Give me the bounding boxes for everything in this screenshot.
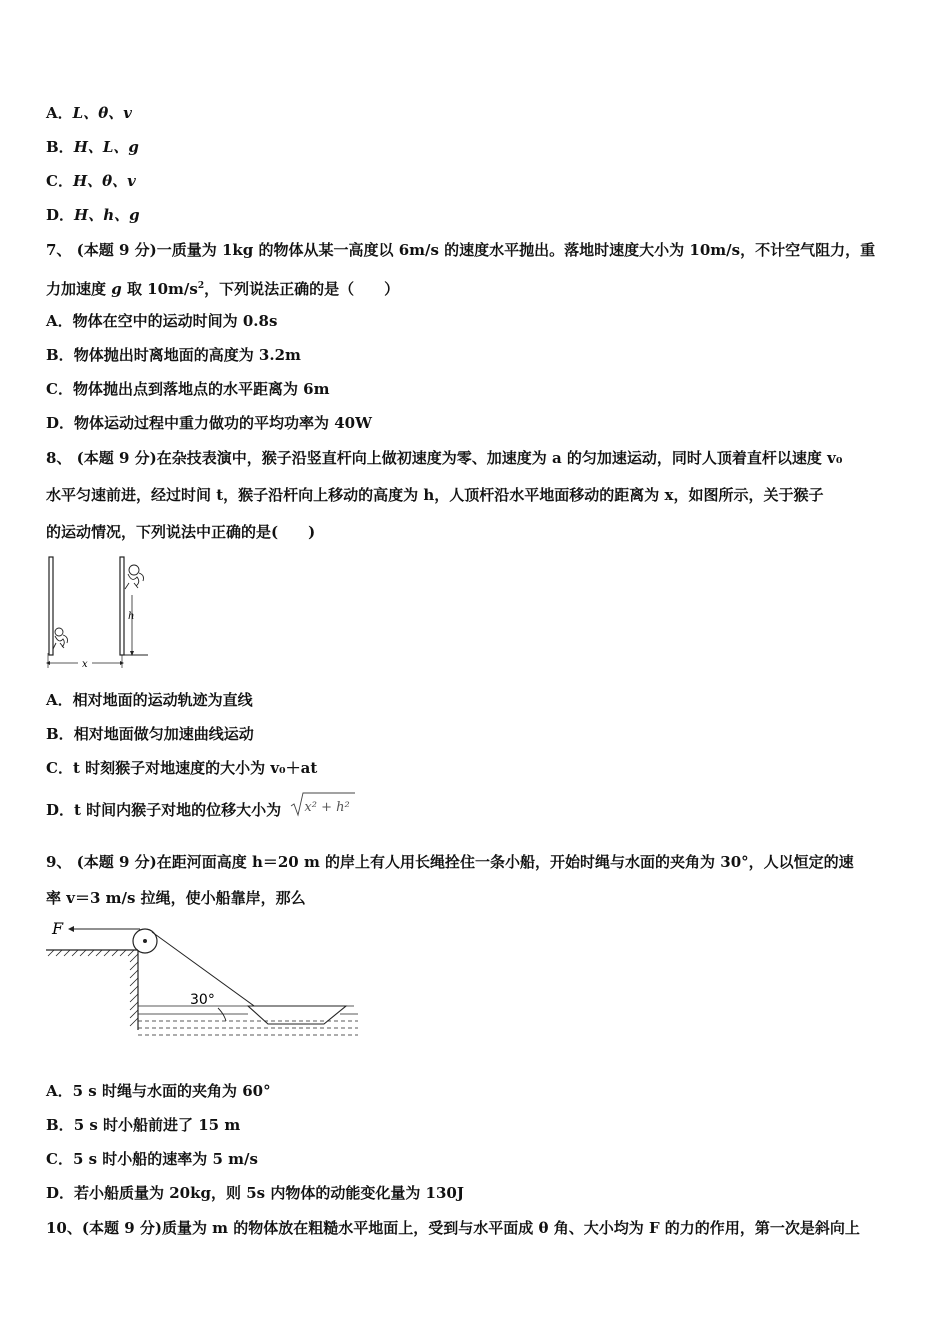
label-angle: 30° bbox=[190, 992, 215, 1008]
q7-option-d[interactable]: D．物体运动过程中重力做功的平均功率为 40W bbox=[46, 414, 372, 432]
q8-stem-line3: 的运动情况，下列说法中正确的是( ) bbox=[46, 523, 316, 541]
sqrt-formula: x² + h² bbox=[290, 794, 359, 816]
q9-boat-rope-figure bbox=[44, 918, 364, 1040]
monkey-icon-right bbox=[125, 565, 144, 589]
q7-stem-line1: 7、 (本题 9 分)一质量为 1kg 的物体从某一高度以 6m/s 的速度水平抛出。落地时速度大小为 10m/s，不计空气阻力，重 bbox=[46, 241, 876, 259]
q8-option-a[interactable]: A．相对地面的运动轨迹为直线 bbox=[46, 691, 253, 709]
q6-option-d[interactable]: D．H、h、g bbox=[46, 206, 140, 224]
q9-option-c[interactable]: C．5 s 时小船的速率为 5 m/s bbox=[46, 1150, 258, 1168]
q6-option-a[interactable]: A．L、θ、v bbox=[46, 104, 132, 122]
q7-option-a[interactable]: A．物体在空中的运动时间为 0.8s bbox=[46, 312, 278, 330]
q8-monkey-pole-figure bbox=[44, 555, 154, 670]
boat-icon bbox=[248, 1006, 346, 1024]
q8-option-b[interactable]: B．相对地面做匀加速曲线运动 bbox=[46, 725, 254, 743]
q9-option-d[interactable]: D．若小船质量为 20kg，则 5s 内物体的动能变化量为 130J bbox=[46, 1184, 464, 1202]
q8-stem-line2: 水平匀速前进，经过时间 t，猴子沿杆向上移动的高度为 h，人顶杆沿水平地面移动的距离为 x，如图所示，关于猴子 bbox=[46, 486, 824, 504]
q7-stem-line2: 力加速度 g 取 $10m/s^2$，下列说法正确的是（ ） bbox=[46, 280, 400, 298]
q8-stem-line1: 8、 (本题 9 分)在杂技表演中，猴子沿竖直杆向上做初速度为零、加速度为 a 的匀加速运动，同时人顶着直杆以速度 v₀ bbox=[46, 449, 843, 467]
q9-stem-line1: 9、 (本题 9 分)在距河面高度 h＝20 m 的岸上有人用长绳拴住一条小船，开始时绳与水面的夹角为 30°，人以恒定的速 bbox=[46, 853, 854, 871]
monkey-icon-left bbox=[53, 628, 68, 649]
label-h: h bbox=[128, 611, 135, 622]
q10-stem-line1: 10、(本题 9 分)质量为 m 的物体放在粗糙水平地面上，受到与水平面成 θ 角、大小均为 F 的力的作用，第一次是斜向上 bbox=[46, 1219, 860, 1237]
q7-option-c[interactable]: C．物体抛出点到落地点的水平距离为 6m bbox=[46, 380, 330, 398]
q8-option-c[interactable]: C．t 时刻猴子对地速度的大小为 v₀＋at bbox=[46, 759, 318, 777]
q6-option-c[interactable]: C．H、θ、v bbox=[46, 172, 136, 190]
q6-option-b[interactable]: B．H、L、g bbox=[46, 138, 139, 156]
q7-option-b[interactable]: B．物体抛出时离地面的高度为 3.2m bbox=[46, 346, 301, 364]
q9-option-b[interactable]: B．5 s 时小船前进了 15 m bbox=[46, 1116, 241, 1134]
label-x: x bbox=[82, 659, 88, 670]
q8-option-d[interactable]: D．t 时间内猴子对地的位移大小为 x² + h² bbox=[46, 800, 359, 822]
q9-stem-line2: 率 v＝3 m/s 拉绳，使小船靠岸，那么 bbox=[46, 889, 306, 907]
q9-option-a[interactable]: A．5 s 时绳与水面的夹角为 60° bbox=[46, 1082, 271, 1100]
label-force: F bbox=[52, 919, 64, 938]
